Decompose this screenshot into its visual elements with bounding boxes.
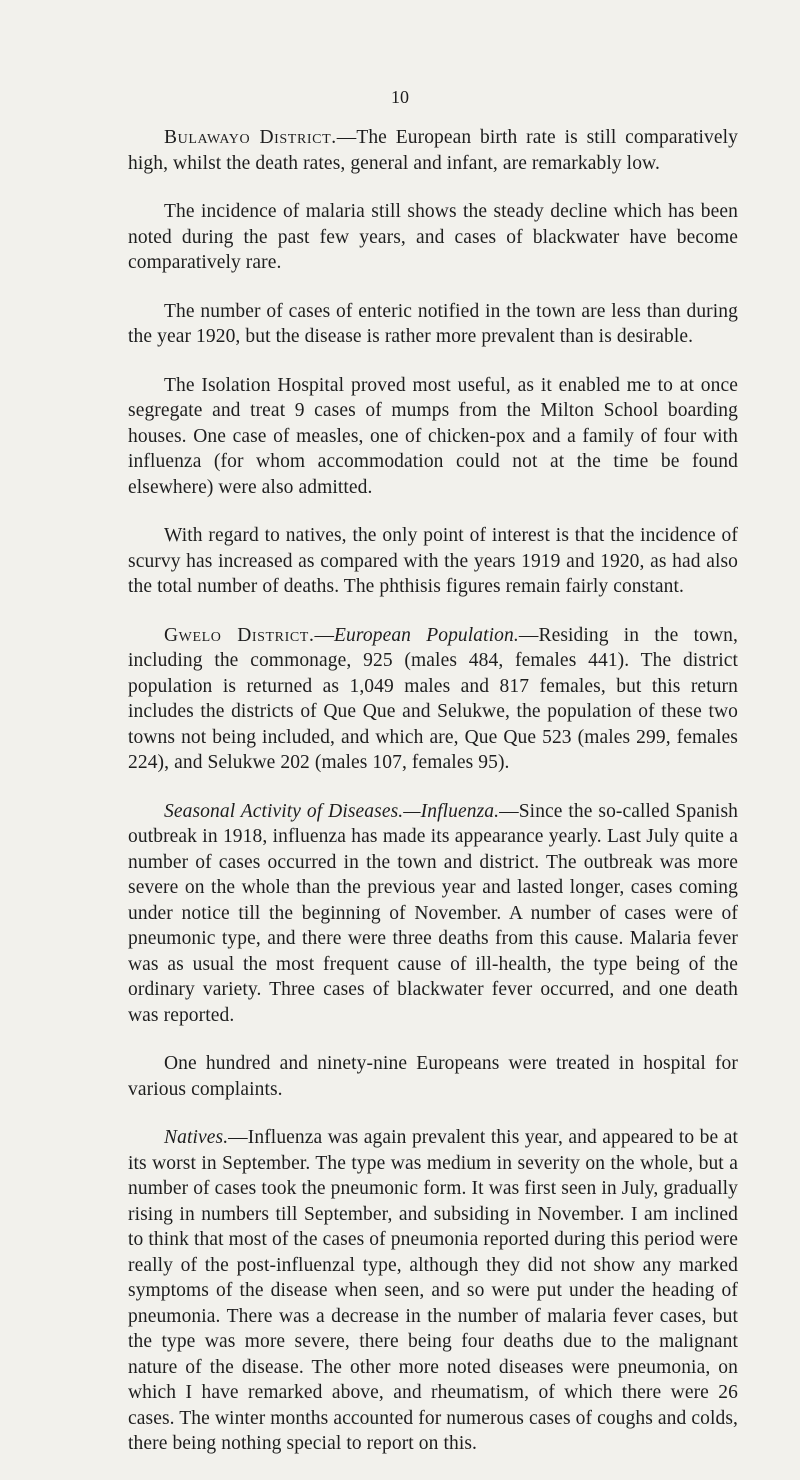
heading-dash: — — [314, 624, 335, 646]
paragraph-text: —Residing in the town, including the commonage, 925 (males 484, females 441). The district population is returned as 1,049 males and 817 females, but this return includes the districts of Que Que and Selukwe, the population of these two towns not being included, and which are, Que Que 523 (males 299, females 224), and Selukwe 202 (males 107, females 95). — [128, 624, 738, 773]
page-number: 10 — [391, 87, 409, 107]
paragraph-text: —The European birth rate is still comparatively high, whilst the death rates, general and infant, are remarkably low. — [128, 127, 738, 174]
paragraph-isolation-hospital: The Isolation Hospital proved most useful, as it enabled me to at once segregate and treat 9 cases of mumps from the Milton School boarding houses. One case of measles, one of chicken-pox and a family of four with influenza (for whom accommodation could not at the time be found elsewhere) were also admitted. — [128, 374, 738, 498]
subheading-seasonal-activity: Seasonal Activity of Diseases.—Influenza. — [164, 800, 500, 822]
subheading-european-population: European Population. — [334, 624, 519, 646]
body-text — [128, 125, 738, 1480]
paragraph-malaria: The incidence of malaria still shows the steady decline which has been noted during the past few years, and cases of blackwater have become comparatively rare. — [128, 201, 738, 273]
paragraph-bulawayo-district — [128, 125, 738, 176]
paragraph-seasonal-activity — [128, 799, 738, 1029]
section-heading-bulawayo: Bulawayo District. — [164, 127, 337, 148]
paragraph-natives-influenza — [128, 1125, 738, 1457]
subheading-natives: Natives. — [164, 1127, 229, 1148]
section-heading-gwelo: Gwelo District. — [164, 624, 315, 646]
paragraph-text: —Influenza was again prevalent this year, and appeared to be at its worst in September. The type was medium in severity on the whole, but a number of cases took the pneumonic form. It was first seen in July, gradually rising in numbers till September, and subsiding in November. I am inclined to think that most of the cases of pneumonia reported during this period were really of the post-influenzal type, although they did not show any marked symptoms of the disease when seen, and so were put under the heading of pneumonia. There was a decrease in the number of malaria fever cases, but the type was more severe, there being four deaths due to the malignant nature of the disease. The other more noted diseases were pneumonia, on which I have remarked above, and rheumatism, of which there were 26 cases. The winter months accounted for numerous cases of coughs and colds, there being nothing special to report on this. — [128, 1127, 738, 1454]
paragraph-gwelo-district — [128, 623, 738, 776]
paragraph-natives-scurvy: With regard to natives, the only point of interest is that the incidence of scurvy has increased as compared with the years 1919 and 1920, as had also the total number of deaths. The phthisis figures remain fairly constant. — [128, 525, 738, 597]
paragraph-text: —Since the so-called Spanish outbreak in 1918, influenza has made its appearance yearly. Last July quite a number of cases occurred in the town and district. The outbreak was more severe on the whole than the previous year and lasted longer, cases coming under notice till the beginning of November. A number of cases were of pneumonic type, and there were three deaths from this cause. Malaria fever was as usual the most frequent cause of ill-health, the type being of the ordinary variety. Three cases of blackwater fever occurred, and one death was reported. — [128, 800, 738, 1026]
paragraph-europeans-treated: One hundred and ninety-nine Europeans were treated in hospital for various complaints. — [128, 1053, 738, 1100]
paragraph-enteric: The number of cases of enteric notified in the town are less than during the year 1920, but the disease is rather more prevalent than is desirable. — [128, 300, 738, 347]
